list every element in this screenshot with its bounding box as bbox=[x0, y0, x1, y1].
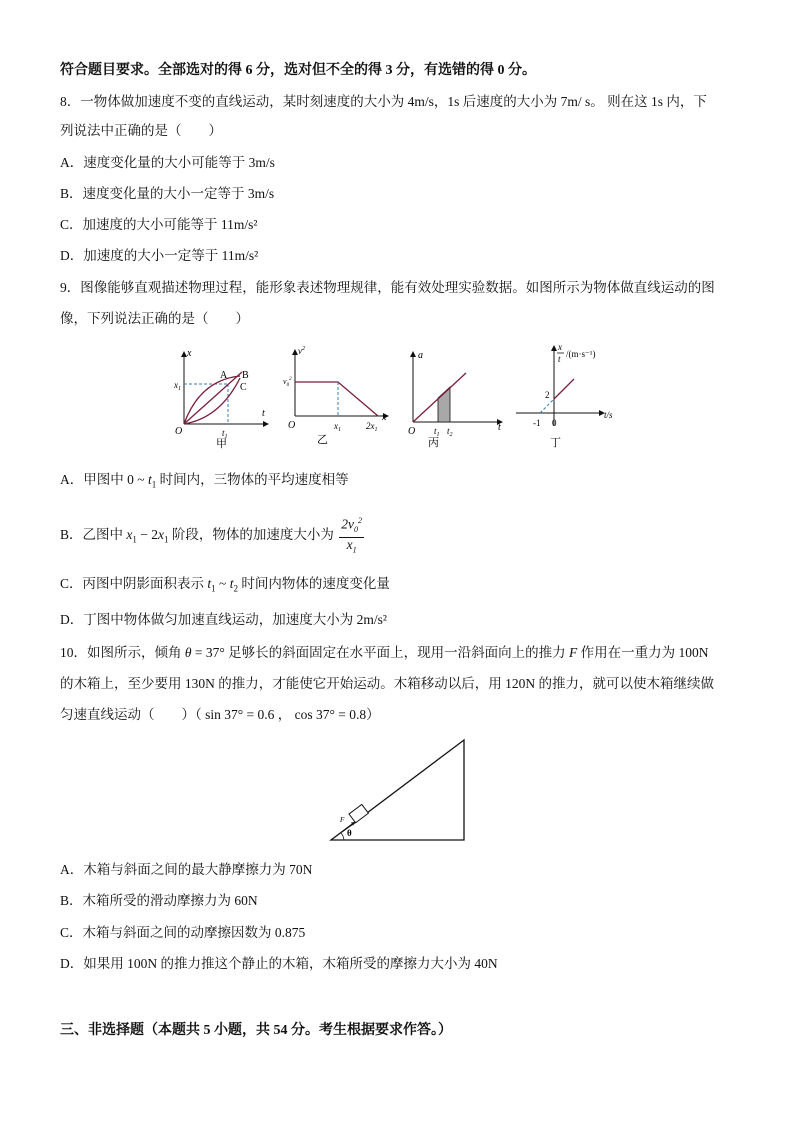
ding-y-num: x bbox=[558, 342, 562, 352]
yi-2x1-label: $2x_1$ bbox=[366, 421, 378, 433]
q10-option-c: C．木箱与斜面之间的动摩擦因数为 0.875 bbox=[60, 925, 306, 940]
q10-stem-line3: 匀速直线运动（ ）（ sin 37° = 0.6 ， cos 37° = 0.8） bbox=[60, 707, 380, 722]
ding-zero-label: 0 bbox=[552, 418, 557, 428]
bing-x-axis-label: t bbox=[498, 422, 501, 433]
q10-stem-line2: 的木箱上，至少要用 130N 的推力，才能使它开始运动。木箱移动以后，用 120N 的推力，就可以使木箱继续做 bbox=[60, 676, 714, 691]
angle-label: θ bbox=[347, 828, 352, 838]
bing-caption: 丙 bbox=[428, 437, 439, 449]
figure-jia bbox=[173, 348, 268, 450]
q10-incline-figure bbox=[326, 736, 486, 846]
yi-x1-label: $x_1$ bbox=[334, 421, 341, 433]
q9-option-d: D．丁图中物体做匀加速直线运动，加速度大小为 2m/s² bbox=[60, 612, 387, 627]
jia-caption: 甲 bbox=[216, 438, 227, 450]
q10-option-a: A．木箱与斜面之间的最大静摩擦力为 70N bbox=[60, 862, 313, 877]
yi-graph-line bbox=[295, 382, 378, 416]
instructions-text: 符合题目要求。全部选对的得 6 分，选对但不全的得 3 分，有选错的得 0 分。 bbox=[60, 63, 536, 78]
bing-origin-label: O bbox=[408, 426, 416, 437]
q8-option-d: D．加速度的大小一定等于 11m/s² bbox=[60, 248, 259, 263]
q10-option-d: D．如果用 100N 的推力推这个静止的木箱，木箱所受的摩擦力大小为 40N bbox=[60, 956, 498, 971]
jia-y-axis-label: x bbox=[187, 348, 192, 359]
ding-intercept-label: 2 bbox=[545, 390, 550, 400]
jia-x1-label: $x_1$ bbox=[174, 380, 181, 392]
ding-neg-one-label: -1 bbox=[533, 418, 541, 428]
q10-option-b: B．木箱所受的滑动摩擦力为 60N bbox=[60, 893, 258, 908]
q9-stem-line2: 像，下列说法正确的是（ ） bbox=[60, 311, 249, 326]
q8-option-a: A．速度变化量的大小可能等于 3m/s bbox=[60, 155, 275, 170]
figure-yi bbox=[283, 346, 388, 446]
bing-shaded-area bbox=[438, 387, 450, 422]
jia-label-a: A bbox=[220, 370, 228, 381]
jia-t1-label: $t_1$ bbox=[222, 428, 228, 440]
bing-y-axis-label: a bbox=[418, 350, 423, 361]
q9b-fraction: $\frac{2v_0^2}{x_1}$ bbox=[341, 516, 363, 555]
q9-option-a: A．甲图中 0 ~ $t_1$ 时间内，三物体的平均速度相等 bbox=[60, 472, 349, 490]
ding-graph-line bbox=[554, 379, 574, 399]
wooden-box bbox=[349, 804, 368, 822]
yi-v0-label: $v_0^2$ bbox=[283, 377, 292, 388]
figure-ding bbox=[516, 342, 613, 449]
q9-option-c: C．丙图中阴影面积表示 $t_1$ ~ $t_2$ 时间内物体的速度变化量 bbox=[60, 576, 390, 594]
q8-stem-line1: 8．一物体做加速度不变的直线运动，某时刻速度的大小为 4m/s，1s 后速度的大小为 7m/ s。 则在这 1s 内，下 bbox=[60, 94, 707, 109]
q9-stem-line1: 9．图像能够直观描述物理过程，能形象表述物理规律，能有效处理实验数据。如图所示为物体做直线运动的图 bbox=[60, 280, 715, 295]
q8-option-c: C．加速度的大小可能等于 11m/s² bbox=[60, 217, 258, 232]
jia-x-axis-label: t bbox=[262, 408, 265, 419]
bing-t2-label: $t_2$ bbox=[447, 426, 453, 438]
bing-t1-label: $t_1$ bbox=[434, 426, 440, 438]
yi-y-axis-label: $v^2$ bbox=[298, 346, 305, 356]
jia-line-b bbox=[184, 372, 242, 424]
jia-origin-label: O bbox=[175, 426, 183, 437]
yi-x-axis-label: x bbox=[382, 412, 387, 423]
yi-caption: 乙 bbox=[317, 434, 328, 446]
ding-y-den: t bbox=[558, 354, 561, 364]
q8-option-b: B．速度变化量的大小一定等于 3m/s bbox=[60, 186, 275, 201]
yi-origin-label: O bbox=[288, 420, 296, 431]
section3-title: 三、非选择题（本题共 5 小题，共 54 分。考生根据要求作答。） bbox=[60, 1023, 452, 1038]
q8-stem-line2: 列说法中正确的是（ ） bbox=[60, 123, 222, 138]
q9-option-b: B．乙图中 $x_1 - 2x_1$ 阶段，物体的加速度大小为 $\frac{2v_0^2}{x_1}$ bbox=[60, 514, 366, 558]
ding-caption: 丁 bbox=[550, 437, 561, 449]
jia-label-c: C bbox=[240, 382, 247, 393]
jia-label-b: B bbox=[242, 370, 249, 381]
ding-x-axis-label: t/s bbox=[604, 410, 613, 420]
q10-stem-line1: 10．如图所示，倾角 θ = 37° 足够长的斜面固定在水平面上，现用一沿斜面向上的推力 F 作用在一重力为 100N bbox=[60, 645, 709, 660]
q9-figures bbox=[0, 340, 794, 455]
force-label: F bbox=[340, 816, 345, 824]
figure-bing bbox=[408, 350, 502, 449]
ding-y-unit: /(m·s⁻¹) bbox=[566, 349, 596, 359]
